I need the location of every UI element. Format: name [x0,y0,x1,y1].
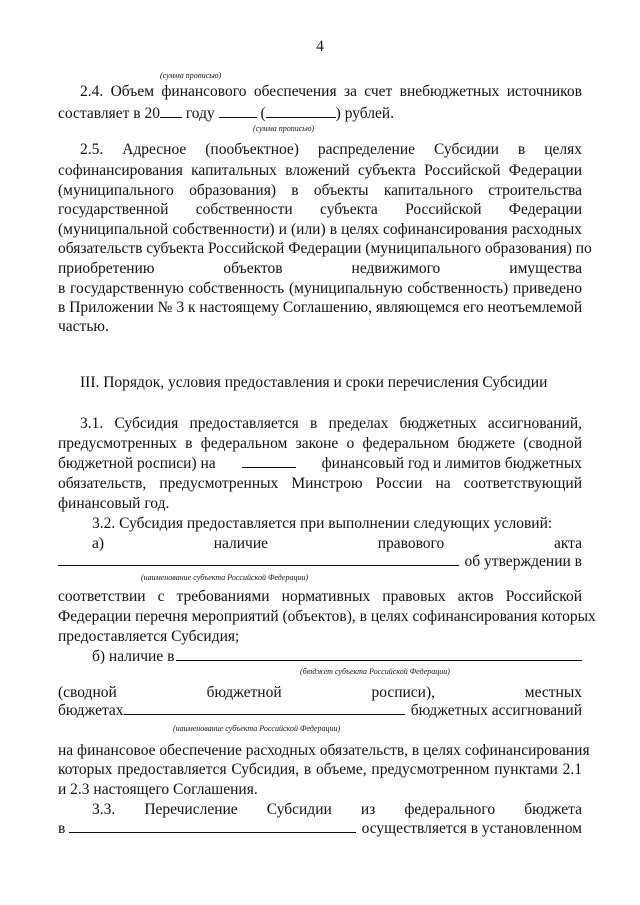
text: б) наличие в [92,648,175,665]
blank-recipient [69,819,355,833]
para-2-4-line-1: 2.4. Объем финансового обеспечения за счет внебюджетных источников [80,83,582,100]
text: в [58,820,66,837]
para-2-5-line-1: 2.5. Адресное (пообъектное) распределение Субсидии в целях [80,141,582,158]
para-3-2-b-line-4: на финансовое обеспечение расходных обязательств, в целях софинансирования [58,742,590,759]
text: составляет в 20 [58,105,160,122]
para-3-2-a-line-2 [58,552,582,571]
para-3-2-a-line-1: а) наличие правового акта [92,535,582,552]
page-number: 4 [316,38,324,55]
text: году [185,105,215,122]
para-3-2-a-line-5: предоставляется Субсидия; [58,628,240,645]
para-3-2-b-line-5: которых предоставляется Субсидия, в объеме, предусмотренном пунктами 2.1 [58,761,582,778]
blank-local-budgets [124,701,405,715]
blank-year [160,104,182,118]
text: финансовый год и лимитов бюджетных [321,455,582,472]
note-budget: (бюджет субъекта Российской Федерации) [300,667,450,676]
text: бюджетных ассигнований [410,702,582,719]
para-2-5-line-5: (муниципальной собственности) и (или) в целях софинансирования расходных [58,221,582,238]
para-3-3-line-1: 3.3. Перечисление Субсидии из федерального бюджета [92,801,582,818]
note-subject-name-2: (наименование субъекта Российской Федерации) [173,724,341,733]
para-3-2-a-line-3: соответствии с требованиями нормативных правовых актов Российской [58,588,582,605]
para-2-5-line-4: государственной собственности субъекта Российской Федерации [58,201,582,218]
para-2-4-line-2 [58,104,582,123]
note-sum-in-words: (сумма прописью) [253,124,315,133]
para-3-1-line-2: предусмотренных в федеральном законе о федеральном бюджете (сводной [58,435,582,452]
para-2-5-line-8: в государственную собственность (муниципальную собственность) приведено [58,280,582,297]
text: об утверждении в [464,553,582,570]
para-3-3-line-2 [58,819,582,838]
text: ) рублей. [335,105,395,122]
blank-subject-name [58,552,459,566]
text: бюджетной росписи) на [58,455,216,472]
note-subject-name-1: (наименование субъекта Российской Федерации) [141,573,309,582]
para-3-2-b-line-1 [92,647,582,666]
blank-year-31 [242,454,296,468]
para-3-1-line-3 [58,454,582,473]
section-3-heading: III. Порядок, условия предоставления и сроки перечисления Субсидии [80,374,548,391]
para-2-5-line-6: обязательств субъекта Российской Федерации (муниципального образования) по [58,240,592,257]
para-3-2-b-line-6: и 2.3 настоящего Соглашения. [58,781,258,798]
para-3-2-line-1: 3.2. Субсидия предоставляется при выполнении следующих условий: [92,515,553,532]
para-3-1-line-1: 3.1. Субсидия предоставляется в пределах бюджетных ассигнований, [80,415,582,432]
blank-budget [176,647,582,661]
para-2-5-line-7: приобретению объектов недвижимого имущества [58,260,582,277]
para-3-1-line-5: финансовый год. [58,495,170,512]
blank-amount [219,104,257,118]
para-3-1-line-4: обязательств, предусмотренных Минстрою России на соответствующий [58,475,582,492]
para-3-2-b-line-3 [58,701,582,720]
para-2-5-line-9: в Приложении № 3 к настоящему Соглашению, являющемся его неотъемлемой [58,299,583,316]
text: ( [260,105,266,122]
text: бюджетах [58,702,124,719]
para-2-5-line-3: (муниципального образования) в объекты капитального строительства [58,182,582,199]
blank-amount-words [266,104,336,118]
para-3-2-b-line-2: (сводной бюджетной росписи), местных [58,684,582,701]
note-sum-in-words-top: (сумма прописью) [160,71,222,80]
para-3-2-a-line-4: Федерации перечня мероприятий (объектов), в целях софинансирования которых [58,608,596,625]
para-2-5-line-2: софинансирования капитальных вложений субъекта Российской Федерации [58,162,582,179]
para-2-5-line-10: частью. [58,318,109,335]
text: осуществляется в установленном [361,820,582,837]
